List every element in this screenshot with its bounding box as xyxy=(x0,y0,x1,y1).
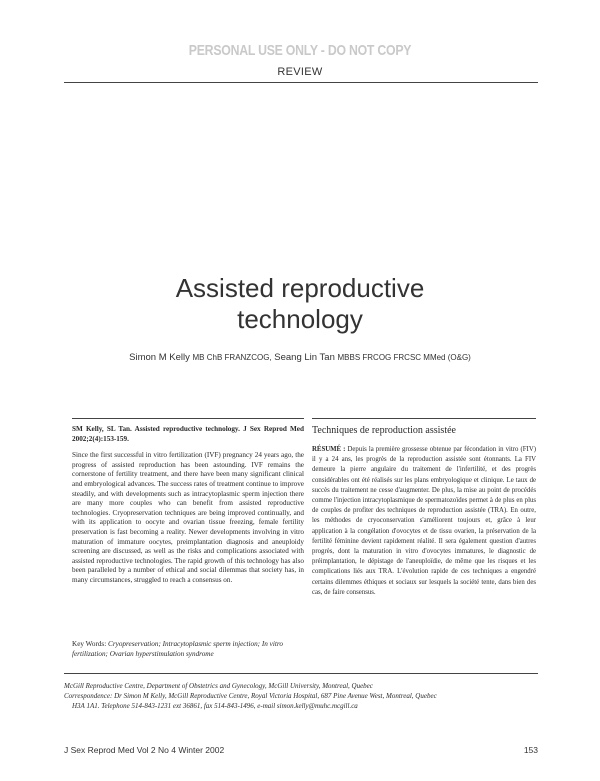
title-line-2: technology xyxy=(237,304,363,335)
keywords-label: Key Words: xyxy=(72,640,107,648)
watermark-text: PERSONAL USE ONLY - DO NOT COPY xyxy=(188,42,412,59)
section-label: REVIEW xyxy=(277,66,323,78)
title-line-1: Assisted reproductive xyxy=(175,273,425,304)
citation: SM Kelly, SL Tan. Assisted reproductive technology. J Sex Reprod Med 2002;2(4):153-159. xyxy=(72,425,304,443)
affiliation-line: McGill Reproductive Centre, Department of Obstetrics and Gynecology, McGill University, Montreal, Quebec xyxy=(64,682,373,690)
resume-paragraph xyxy=(312,445,536,598)
author-2-credentials: MBBS FRCOG FRCSC MMed (O&G) xyxy=(337,353,471,362)
header-rule xyxy=(64,82,538,83)
resume-top-rule xyxy=(312,418,536,419)
affiliation-rule xyxy=(64,673,538,674)
journal-reference: J Sex Reprod Med Vol 2 No 4 Winter 2002 xyxy=(64,745,225,755)
keywords xyxy=(72,640,304,659)
author-list xyxy=(0,352,600,363)
correspondence-line: Correspondence: Dr Simon M Kelly, McGill Reproductive Centre, Royal Victoria Hospital, 687 Pine Avenue West, Montreal, Quebec xyxy=(64,691,437,700)
abstract-body: Since the first successful in vitro fertilization (IVF) pregnancy 24 years ago, the progress of assisted reproduction has been astounding. IVF remains the cornerstone of fertility treatment, and there have been many significant clinical and embryological advances. The success rates of treatment continue to improve steadily, and with developments such as intracytoplasmic sperm injection there are many more couples who can benefit from assisted reproductive technologies. Cryopreservation techniques are being improved continually, and with its application to oocyte and ovarian tissue freezing, female fertility preservation is fast becoming a reality. Newer developments involving in vitro maturation of immature oocytes, preimplantation diagnosis and aneuploidy screening are discussed, as well as the risks and complications associated with assisted reproductive technologies. The rapid growth of this technology has also been paralleled by a number of ethical and social dilemmas that society has, in many circumstances, struggled to reach a consensus on. xyxy=(72,451,304,584)
author-2-name: Seang Lin Tan xyxy=(274,352,335,363)
resume-label: RÉSUMÉ : xyxy=(312,446,346,453)
contact-line: H3A 1A1. Telephone 514-843-1231 ext 36861, fax 514-843-1496, e-mail simon.kelly@muhc.mcgill.ca xyxy=(72,701,358,710)
author-1-credentials: MB ChB FRANZCOG, xyxy=(192,353,272,362)
french-resume xyxy=(312,425,536,598)
page-number: 153 xyxy=(523,745,538,755)
affiliation-block xyxy=(64,682,544,711)
resume-heading: Techniques de reproduction assistée xyxy=(312,425,456,436)
keywords-list: Cryopreservation; Intracytoplasmic sperm injection; In vitro fertilization; Ovarian hyperstimulation syndrome xyxy=(72,640,283,658)
resume-body: Depuis la première grossesse obtenue par fécondation in vitro (FIV) il y a 24 ans, les progrès de la reproduction assistée sont étonnants. La FIV demeure la pierre angulaire du traitement de l'infertilité, et des progrès considérables ont été réalisés sur les plans embryologique et clinique. Le taux de succès du traitement ne cesse d'augmenter. De plus, la mise au point de procédés comme l'injection intracytoplasmique de spermatozoïdes permet à de plus en plus de couples de profiter des techniques de reproduction assistée (TRA). En outre, les méthodes de cryoconservation s'améliorent toujours et, grâce à leur application à la congélation d'ovocytes et de tissu ovarien, la préservation de la fertilité féminine devient rapidement réalité. Il sera également question d'autres progrès, dont la maturation in vitro d'ovocytes immatures, le diagnostic de préimplantation, le dépistage de l'aneuploïdie, de même que les risques et les complications liés aux TRA. L'évolution rapide de ces techniques a engendré certains dilemmes éthiques et sociaux sur lesquels la société tente, dans bien des cas, de faire consensus. xyxy=(312,446,536,596)
english-abstract xyxy=(72,425,304,586)
author-1-name: Simon M Kelly xyxy=(129,352,190,363)
abstract-top-rule xyxy=(72,418,304,419)
article-title xyxy=(0,273,600,335)
